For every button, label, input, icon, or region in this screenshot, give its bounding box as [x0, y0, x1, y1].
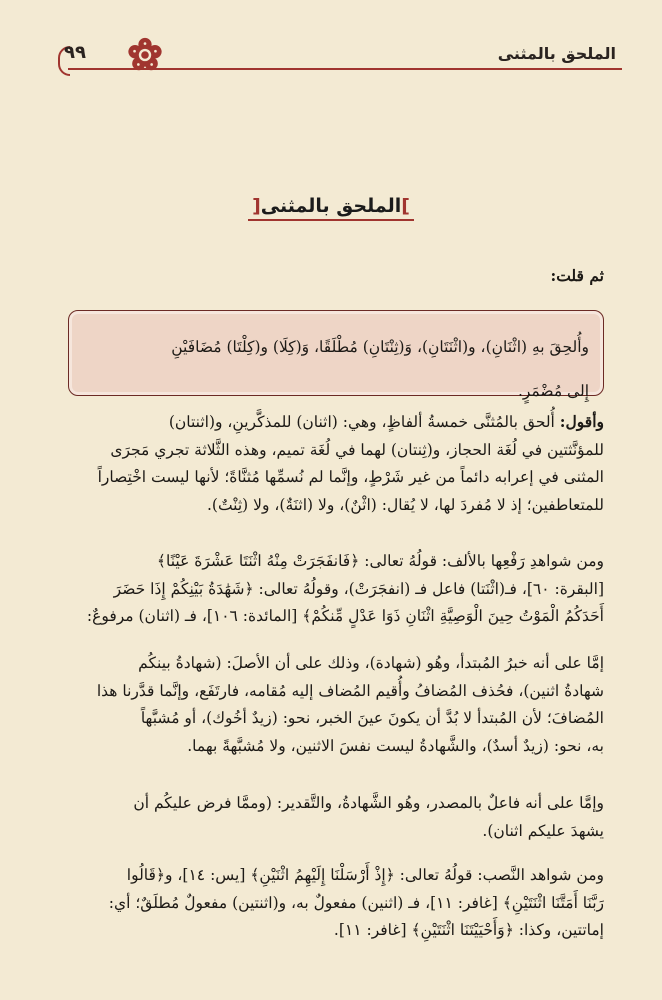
paragraph-line: وإمَّا على أنه فاعلٌ بالمصدر، وهُو الشَّهادةُ، والتَّقدير: (وممَّا فرض عليكُم أن [133, 794, 604, 812]
paragraph-line: المثنى في إعرابه دائماً من غير شَرْطٍ، وإنَّما لم نُسمِّها مُثنَّاةً؛ لأنها ليست اخْتِصاراً [97, 468, 604, 486]
matn-line: إِلى مُضْمَرٍ. [517, 382, 589, 400]
running-header [40, 38, 622, 78]
paragraph-line: [البقرة: ٦٠]، فـ(اثْنَتا) فاعل فـ (انفجَرَتْ)، وقولُهُ تعالى: ﴿شَهَٰدَةُ بَيْنِكُمْ إِذَا حَضَرَ [113, 579, 604, 598]
chapter-title: الملحق بالمثنى [497, 44, 616, 63]
paragraph-line: للمؤنَّثتين في لُغَة الحجاز، و(ثِنتان) لهما في لُغَة تميم، وهذه الثَّلاثة تجري مَجرَى [110, 440, 604, 459]
section-heading [0, 195, 662, 221]
title-bracket-left: [ [252, 195, 261, 217]
paragraph-line: إمَّا على أنه خبرُ المُبتدأ، وهُو (شهادة)، وذلك على أن الأصلَ: (شهادةُ بينكُم [138, 654, 604, 672]
paragraph-line: ومن شواهدِ رَفْعِها بالألف: قولُهُ تعالى: ﴿فَانفَجَرَتْ مِنْهُ اثْنَتَا عَشْرَةَ عَيْنًا﴾ [156, 552, 604, 570]
intro-text: ثم قلت: [550, 266, 604, 285]
title-bracket-right: ] [401, 195, 410, 217]
paragraph-line: المُضافَ؛ لأن المُبتدأ لا بُدَّ أن يكونَ عينَ الخبر، نحو: (زيدٌ أخُوك)، أو مُشبَّهاً [140, 709, 604, 727]
paragraph-line: يشهدَ عليكم اثنان). [482, 821, 604, 840]
intro-line [62, 262, 604, 290]
flower-ornament-icon [126, 36, 164, 74]
paragraph-2 [62, 548, 604, 631]
matn-line: وأُلحِقَ بهِ (اثْنَانِ)، و(اثْنَتَانِ)، وَ(ثِنْتَانِ) مُطْلَقًا، وَ(كِلَا) و(كِلْتَا) مُضَافَيْنِ [171, 337, 589, 356]
line-text: أُلحق بالمُثنَّى خمسةُ ألفاظٍ، وهي: (اثنان) للمذكَّرينِ، و(اثنتان) [168, 413, 555, 431]
paragraph-1 [62, 408, 604, 519]
paragraph-line: إماتتين، وكذا: ﴿وَأَحْيَيْتَنَا اثْنَتَيْنِ﴾ [غافر: ١١]. [333, 921, 604, 939]
paragraph-3 [62, 650, 604, 760]
paragraph-line: به، نحو: (زيدٌ أسدٌ)، والشَّهادةُ ليست نفسَ الاثنين، ولا مُشبَّهةً بهما. [187, 736, 604, 755]
page-number: ٩٩ [64, 42, 86, 63]
matn-text [85, 317, 589, 422]
paragraph-line: للمتعاطفين؛ إذ لا مُفردَ لها، لا يُقال: (اثْنٌ)، ولا (اثنَةٌ)، ولا (ثِنْتٌ). [206, 495, 604, 514]
section-title [248, 195, 414, 221]
paragraph-4 [62, 790, 604, 845]
paragraph-line [62, 408, 604, 437]
paragraph-5 [62, 862, 604, 945]
lead-word: وأقول: [559, 412, 604, 431]
paragraph-line: شهادةُ اثنين)، فحُذف المُضافُ وأُقيم المُضاف إليه مُقامه، فارتَفَع، وإنَّما قدَّرنا هذا [96, 681, 604, 700]
matn-box [68, 310, 604, 400]
title-text: الملحق بالمثنى [260, 195, 402, 217]
paragraph-line: رَبَّنَا أَمَتَّنَا اثْنَتَيْنِ﴾ [غافر: ١١]، فـ (اثنين) مفعولٌ به، و(اثنتين) مفعولٌ مُطلَقٌ؛ أي: [108, 893, 604, 912]
paragraph-line: أَحَدَكُمُ الْمَوْتُ حِينَ الْوَصِيَّةِ اثْنَانِ ذَوَا عَدْلٍ مِّنكُمْ﴾ [المائدة: ١٠٦]، فـ (اثنان) مرفوعٌ: [86, 607, 604, 625]
paragraph-line: ومن شواهد النَّصب: قولُهُ تعالى: ﴿إِذْ أَرْسَلْنَا إِلَيْهِمُ اثْنَيْنِ﴾ [يس: ١٤]، و﴿قَالُوا [126, 866, 604, 884]
